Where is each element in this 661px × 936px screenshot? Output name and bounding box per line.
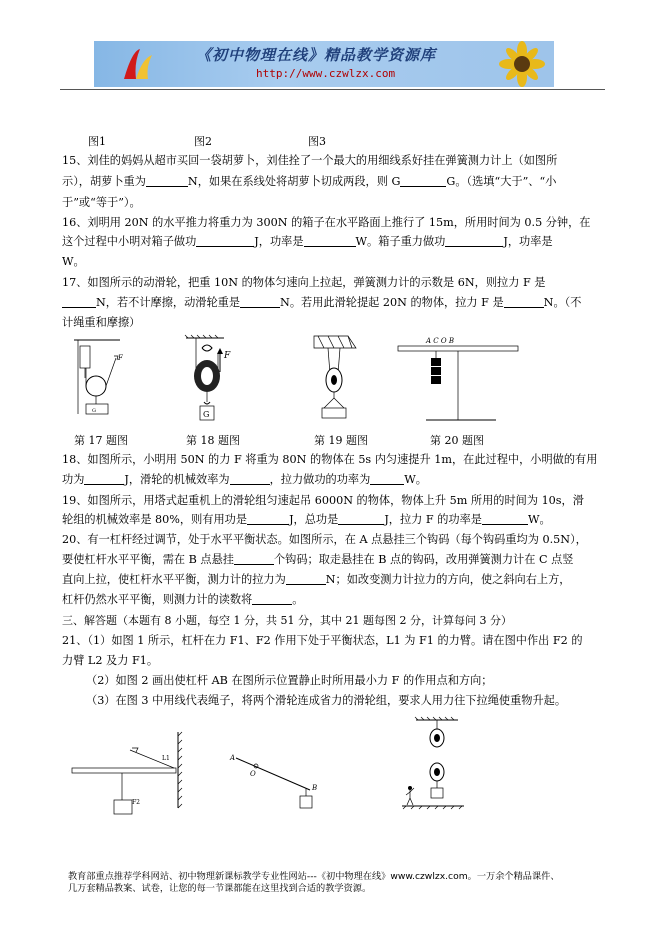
q17-blank-3[interactable] (504, 296, 544, 308)
q18-line-2: 功为 J，滑轮的机械效率为 ，拉力做功的功率为 W。 (62, 473, 427, 486)
q17-blank-1[interactable] (62, 296, 96, 308)
fig1-f2-label: F2 (132, 799, 140, 806)
q18-line-1: 18、如图所示，小明用 50N 的力 F 将重为 80N 的物体在 5s 内匀速提升 1m，在此过程中，小明做的有用 (62, 453, 598, 466)
q17-line-3: 计绳重和摩擦） (62, 316, 141, 329)
footer-line-1: 教育部重点推荐学科网站、初中物理新课标教学专业性网站---《初中物理在线》www.czwlzx.com。一万余个精品课件、 (68, 871, 560, 882)
q20-line-2: 要使杠杆水平平衡，需在 B 点悬挂 个钩码；取走悬挂在 B 点的钩码，改用弹簧测力计在 C 点竖 (62, 553, 574, 566)
q15-line-2: 示），胡萝卜重为 N，如果在系线处将胡萝卜切成两段，则 G G。（选填“大于”、“小 (62, 175, 557, 188)
q18-blank-3[interactable] (370, 473, 404, 485)
q19-blank-3[interactable] (482, 513, 528, 525)
q20-blank-3[interactable] (252, 593, 292, 605)
q21-line-2: 力臂 L2 及力 F1。 (62, 654, 159, 667)
q17-blank-2[interactable] (240, 296, 280, 308)
header-banner (94, 41, 554, 87)
fig18-pulley-diagram (180, 336, 240, 436)
fig20-lever-diagram (396, 336, 526, 436)
fig18-weight-label: G (203, 410, 210, 419)
fig18-caption: 第 18 题图 (186, 434, 240, 447)
q16-blank-3[interactable] (445, 235, 503, 247)
q15-blank-2[interactable] (400, 175, 446, 187)
svg-text:F: F (118, 354, 123, 362)
q16-blank-1[interactable] (196, 235, 254, 247)
q16-blank-2[interactable] (304, 235, 356, 247)
q15-line-1: 15、刘佳的妈妈从超市买回一袋胡萝卜，刘佳拴了一个最大的用细线系好挂在弹簧测力计上（如图所 (62, 154, 558, 167)
q16-line-3: W。 (62, 255, 85, 268)
q19-line-1: 19、如图所示，用塔式起重机上的滑轮组匀速起吊 6000N 的物体，物体上升 5m 所用的时间为 10s，滑 (62, 494, 584, 507)
q20-line-1: 20、有一杠杆经过调节，处于水平平衡状态。如图所示，在 A 点悬挂三个钩码（每个钩码重均为 0.5N）， (62, 533, 587, 546)
header-url: http://www.czwlzx.com (256, 67, 396, 80)
q20-blank-2[interactable] (286, 573, 326, 585)
q17-line-2: N，若不计摩擦，动滑轮重是 N。若用此滑轮提起 20N 的物体，拉力 F 是 N。（不 (62, 296, 581, 310)
q21-line-1: 21、（1）如图 1 所示，杠杆在力 F1、F2 作用下处于平衡状态，L1 为 F1 的力臂。请在图中作出 F2 的 (62, 634, 583, 647)
q19-line-2: 轮组的机械效率是 80%，则有用功是 J，总功是 J，拉力 F 的功率是 W。 (62, 513, 551, 526)
q19-blank-1[interactable] (247, 513, 289, 525)
q20-line-3: 直向上拉，使杠杆水平平衡，测力计的拉力为 N；如改变测力计拉力的方向，使之斜向右上方， (62, 573, 571, 586)
fig3-pulley-diagram (400, 716, 470, 816)
q20-line-4: 杠杆仍然水平平衡，则测力计的读数将 。 (62, 593, 304, 606)
header-title: 《初中物理在线》精品教学资源库 (196, 46, 437, 64)
q19-blank-2[interactable] (338, 513, 384, 525)
fig20-caption: 第 20 题图 (430, 434, 484, 447)
q15-line-3: 于”或“等于”）。 (62, 196, 141, 209)
q15-blank-1[interactable] (146, 175, 188, 187)
q17-line-1: 17、如图所示的动滑轮，把重 10N 的物体匀速向上拉起，弹簧测力计的示数是 6N，则拉力 F 是 (62, 276, 546, 289)
footer-line-2: 几万套精品教案、试卷，让您的每一节课都能在这里找到合适的教学资源。 (68, 883, 372, 894)
svg-text:G: G (92, 408, 96, 414)
logo-icon (118, 45, 158, 85)
fig2-o-label: O (250, 770, 256, 778)
q18-blank-2[interactable] (230, 473, 270, 485)
fig-label-2: 图2 (194, 135, 212, 148)
fig1-l1-label: L1 (162, 755, 170, 762)
fig20-point-labels: A C O B (426, 337, 454, 345)
fig18-force-label: F (224, 351, 231, 361)
q20-blank-1[interactable] (234, 553, 274, 565)
q21-line-4: （3）在图 3 中用线代表绳子，将两个滑轮连成省力的滑轮组，要求人用力往下拉绳使重物升起。 (86, 694, 567, 707)
q21-line-3: （2）如图 2 画出使杠杆 AB 在图所示位置静止时所用最小力 F 的作用点和方向； (86, 674, 493, 687)
q18-blank-1[interactable] (84, 473, 124, 485)
fig17-caption: 第 17 题图 (74, 434, 128, 447)
fig2-a-label: A (230, 754, 236, 762)
q16-line-1: 16、刘明用 20N 的水平推力将重力为 300N 的箱子在水平路面上推行了 15m，所用时间为 0.5 分钟，在 (62, 216, 591, 229)
fig17-pulley-diagram (70, 338, 140, 428)
fig1-lever-diagram (70, 728, 200, 818)
section-3-heading: 三、解答题（本题有 8 小题，每空 1 分，共 51 分，其中 21 题每图 2 分，计算每问 3 分） (62, 614, 512, 627)
q16-line-2: 这个过程中小明对箱子做功 J，功率是 W。箱子重力做功 J，功率是 (62, 235, 553, 248)
fig2-lever-diagram (228, 746, 328, 836)
fig19-crane-diagram (308, 334, 368, 434)
fig-label-1: 图1 (88, 135, 106, 148)
fig-label-3: 图3 (308, 135, 326, 148)
sunflower-icon (492, 41, 552, 87)
header-divider (60, 89, 605, 90)
fig19-caption: 第 19 题图 (314, 434, 368, 447)
fig2-b-label: B (312, 784, 318, 792)
